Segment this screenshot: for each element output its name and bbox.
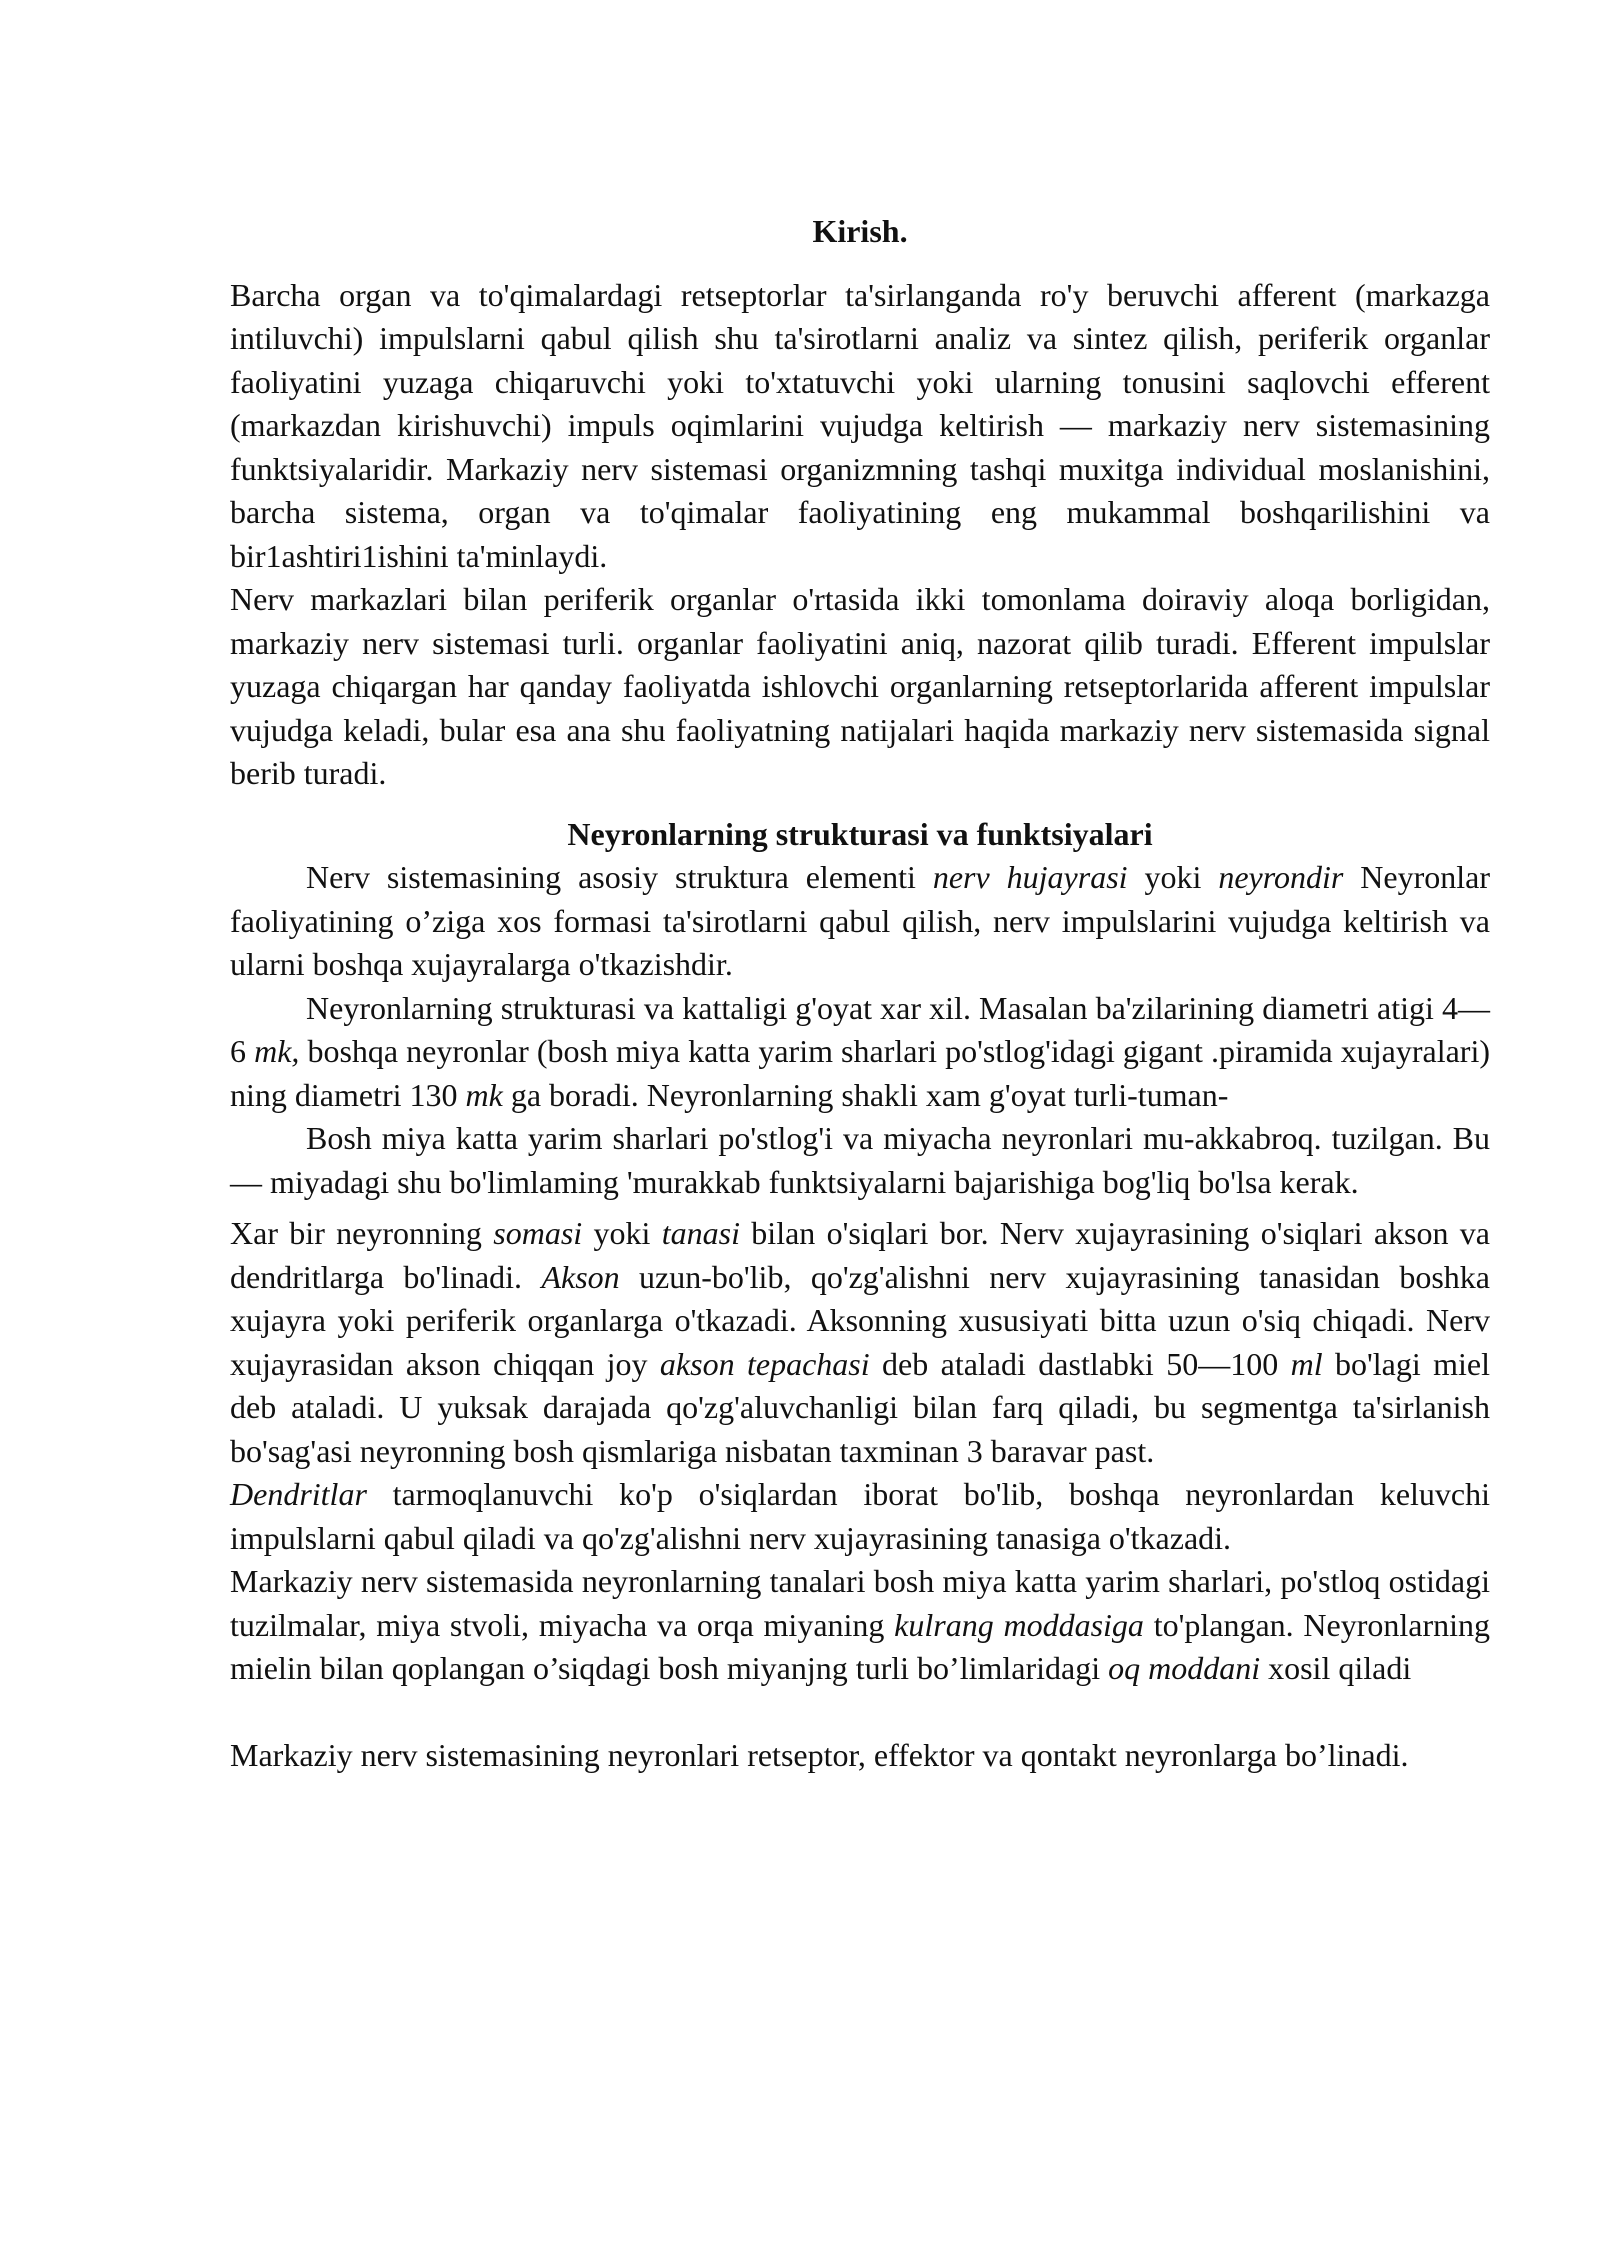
italic-term: neyrondir bbox=[1218, 859, 1344, 895]
text-run: yoki bbox=[582, 1215, 662, 1251]
text-run: uzun-bo'lib, qo'zg'alishni nerv xujayrasining tanasidan boshka xujayra yoki periferik organlarga o'tkazadi. Aksonning xususiyati bitta uzun o'siq chiqadi. Nerv xujayrasidan akson chiqqan joy bbox=[230, 1258, 1490, 1382]
text-run: Neyronlar faoliyatining o’ziga xos formasi ta'sirotlarni qabul qilish, nerv impulslarini vujudga keltirish va ularni boshqa xujayralarga o'tkazishdir. bbox=[230, 859, 1491, 982]
italic-term: somasi bbox=[493, 1215, 583, 1251]
section-paragraph-3: Bosh miya katta yarim sharlari po'stlog'i va miyacha neyronlari mu-akkabroq. tuzilgan. Bu — miyadagi shu bo'limlaming 'murakkab funktsiyalarni bajarishiga bog'liq bo'lsa kerak. bbox=[230, 1120, 1490, 1200]
text-run: bo'lagi miel deb ataladi. U yuksak darajada qo'zg'aluvchanligi bilan farq qiladi, bu segmentga ta'sirlanish bo'sag'asi neyronning bosh qismlariga nisbatan taxminan 3 baravar past. bbox=[230, 1345, 1491, 1469]
text-run: tarmoqlanuvchi ko'p o'siqlardan iborat bo'lib, boshqa neyronlardan keluvchi impulslarni qabul qiladi va qo'zg'alishni nerv xujayrasining tanasiga o'tkazadi. bbox=[230, 1476, 1490, 1556]
text-run: boshqa neyronlar (bosh miya katta yarim sharlari po'stlog'idagi gigant .piramida xujayralari) ning diametri 130 bbox=[230, 1033, 1491, 1113]
intro-paragraph-1: Barcha organ va to'qimalardagi retseptorlar ta'sirlanganda ro'y beruvchi afferent (markazga intiluvchi) impulslarni qabul qilish shu ta'sirotlarni analiz va sintez qilish, periferik organlar faoliyatini yuzaga chiqaruvchi yoki to'xtatuvchi yoki ularning tonusini saqlovchi efferent (markazdan kirishuvchi) impuls oqimlarini vujudga keltirish — markaziy nerv sistemasining funktsiyalaridir. Markaziy nerv sistemasi organizmning tashqi muxitga individual moslanishini, barcha sistema, organ va to'qimalar faoliyatining eng mukammal boshqarilishini va bir1ashtiri1ishini ta'minlaydi. bbox=[230, 276, 1490, 574]
section-paragraph-5 bbox=[230, 1473, 1490, 1560]
document-page bbox=[230, 210, 1490, 1777]
section-paragraph-2 bbox=[230, 987, 1490, 1118]
section-paragraph-4 bbox=[230, 1212, 1490, 1473]
italic-unit: ml bbox=[1290, 1345, 1323, 1382]
section-paragraph-1 bbox=[230, 856, 1490, 987]
italic-term: nerv hujayrasi bbox=[932, 859, 1128, 895]
text-run: bilan o'siqlari bor. Nerv xujayrasining o'siqlari akson va dendritlarga bo'linadi. bbox=[230, 1215, 1491, 1295]
text-run: to'plangan. Neyronlarning mielin bilan qoplangan o’siqdagi bosh miyanjng turli bo’limlaridagi bbox=[230, 1606, 1491, 1686]
italic-term: tanasi bbox=[661, 1215, 740, 1251]
section-heading: Neyronlarning strukturasi va funktsiyalari bbox=[567, 815, 1153, 852]
italic-term: Akson bbox=[541, 1258, 620, 1295]
text-run: deb ataladi dastlabki 50—100 bbox=[869, 1345, 1291, 1382]
italic-unit: mk bbox=[465, 1076, 503, 1113]
text-run: xosil qiladi bbox=[1260, 1650, 1412, 1686]
text-run: yoki bbox=[1127, 859, 1219, 895]
text-run: Nerv sistemasining asosiy struktura elementi bbox=[306, 859, 933, 895]
italic-term: Dendritlar bbox=[230, 1476, 367, 1512]
text-run: Xar bir neyronning bbox=[230, 1215, 494, 1251]
section-paragraph-6 bbox=[230, 1560, 1490, 1691]
intro-paragraph-2: Nerv markazlari bilan periferik organlar o'rtasida ikki tomonlama doiraviy aloqa borligidan, markaziy nerv sistemasi turli. organlar faoliyatini aniq, nazorat qilib turadi. Efferent impulslar yuzaga chiqargan har qanday faoliyatda ishlovchi organlarning retseptorlarida afferent impulslar vujudga keladi, bular esa ana shu faoliyatning natijalari haqida markaziy nerv sistemasida signal berib turadi. bbox=[230, 581, 1490, 791]
italic-term: kulrang moddasiga bbox=[894, 1606, 1144, 1643]
italic-unit: mk, bbox=[254, 1033, 300, 1069]
text-run: Markaziy nerv sistemasida neyronlarning tanalari bosh miya katta yarim sharlari, po'stloq ostidagi tuzilmalar, miya stvoli, miyacha va orqa miyaning bbox=[230, 1563, 1490, 1643]
section-paragraph-7: Markaziy nerv sistemasining neyronlari retseptor, effektor va qontakt neyronlarga bo’linadi. bbox=[230, 1736, 1409, 1773]
page-title: Kirish. bbox=[812, 213, 908, 249]
italic-term: oq moddani bbox=[1108, 1650, 1261, 1686]
text-run: ga boradi. Neyronlarning shakli xam g'oyat turli-tuman- bbox=[502, 1076, 1229, 1113]
text-run: Neyronlarning strukturasi va kattaligi g'oyat xar xil. Masalan ba'zilarining diametri atigi 4—6 bbox=[230, 989, 1490, 1069]
italic-term: akson tepachasi bbox=[659, 1345, 870, 1382]
